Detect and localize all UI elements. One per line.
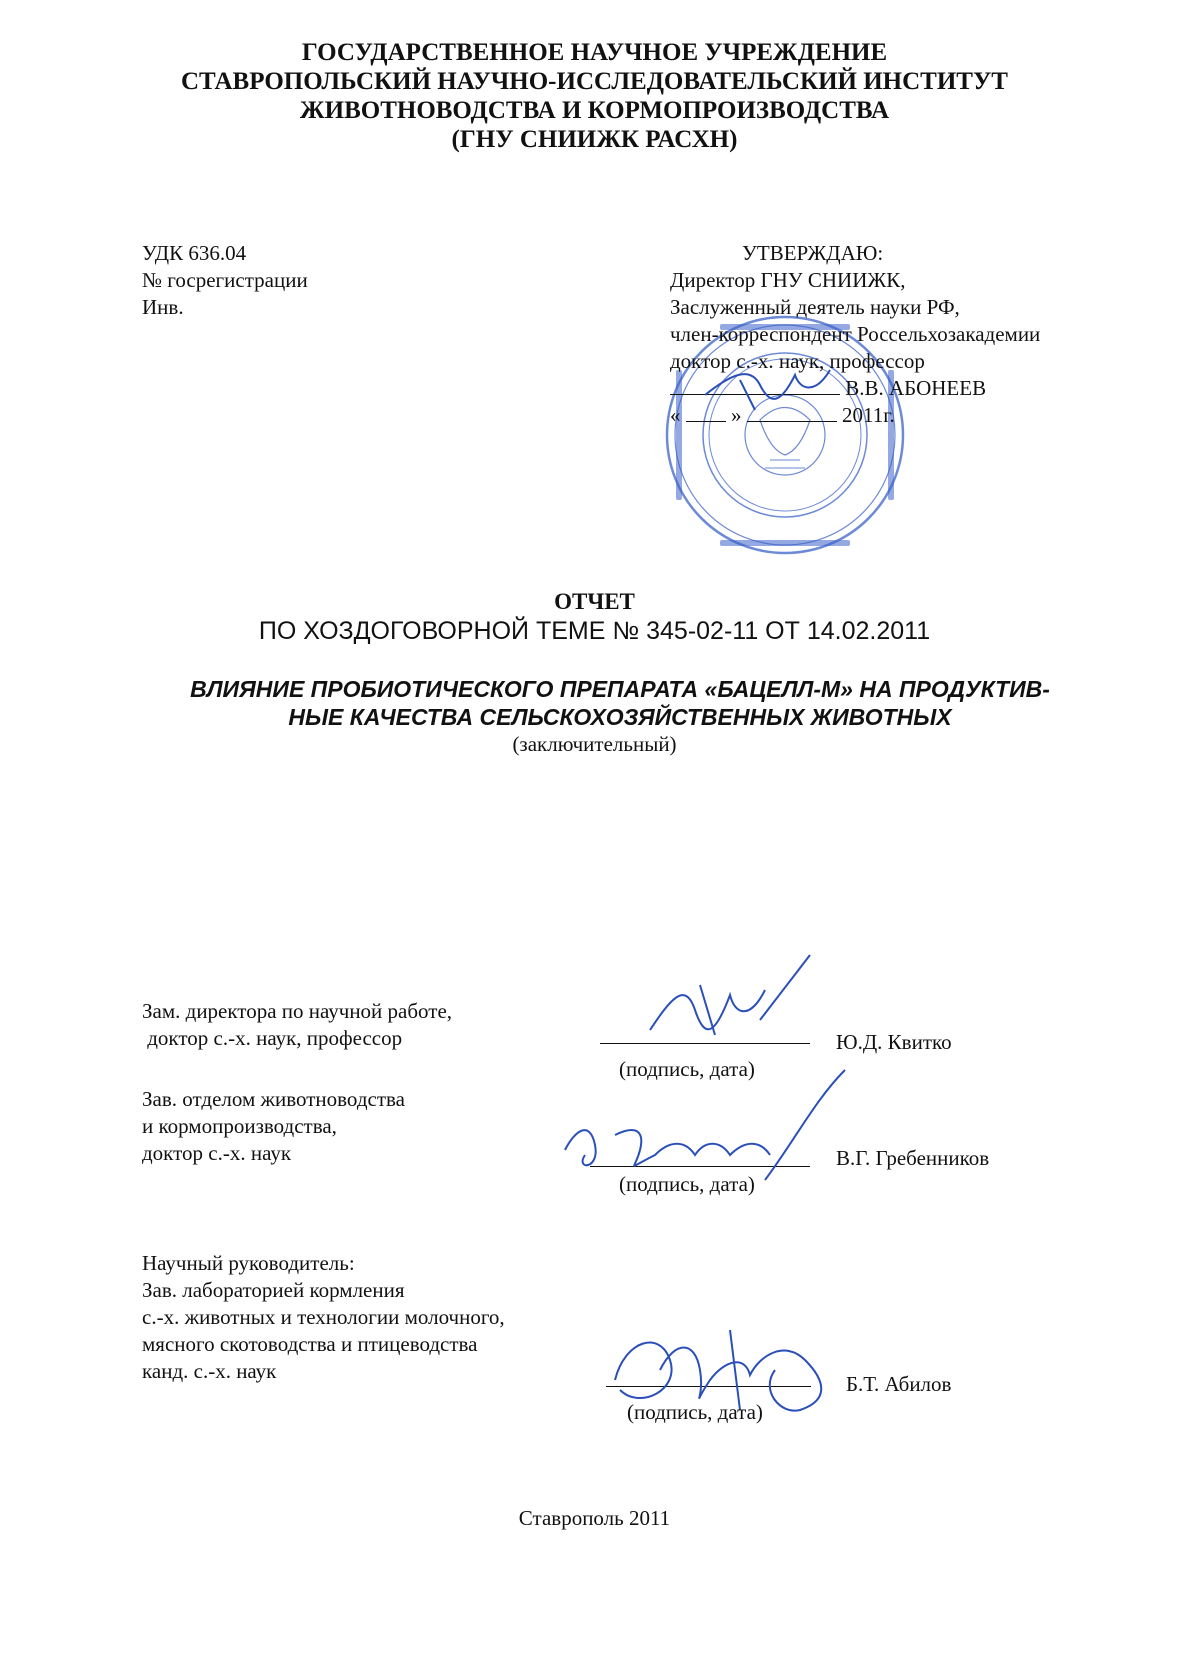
topic-line-2: НЫЕ КАЧЕСТВА СЕЛЬСКОХОЗЯЙСТВЕННЫХ ЖИВОТНЫХ [288,704,952,730]
signatory-2-caption: (подпись, дата) [619,1172,755,1196]
report-topic [140,675,1100,731]
director-signature [700,355,860,415]
signatory-1-role-line-2: доктор с.-х. наук, профессор [142,1026,403,1050]
approval-line-1: Директор ГНУ СНИИЖК, [670,268,906,292]
approval-title: УТВЕРЖДАЮ: [742,241,884,265]
signatory-2-role-line-1: Зав. отделом животноводства [142,1087,405,1111]
signatory-3-role-line-1: Научный руководитель: [142,1251,355,1275]
state-registration: № госрегистрации [142,268,308,292]
signatory-1-role [142,998,452,1052]
signatory-2-role-line-2: и кормопроизводства, [142,1114,337,1138]
signatory-2-name: В.Г. Гребенников [836,1146,990,1170]
topic-line-1: ВЛИЯНИЕ ПРОБИОТИЧЕСКОГО ПРЕПАРАТА «БАЦЕЛЛ-М» НА ПРОДУКТИВ- [190,676,1050,702]
inventory-number: Инв. [142,295,184,319]
approval-line-4: доктор с.-х. наук, профессор [670,349,925,373]
header-line-2: СТАВРОПОЛЬСКИЙ НАУЧНО-ИССЛЕДОВАТЕЛЬСКИЙ ИНСТИТУТ [181,68,1008,95]
udk-code: УДК 636.04 [142,241,247,265]
date-open-quote: « [670,403,681,427]
header-line-4: (ГНУ СНИИЖК РАСХН) [451,126,738,153]
report-kind: (заключительный) [512,732,677,756]
signatory-3-role [142,1250,505,1385]
director-name: В.В. АБОНЕЕВ [845,376,987,400]
report-title: ОТЧЕТ [554,589,635,614]
signatory-2-role-line-3: доктор с.-х. наук [142,1141,292,1165]
report-subtitle: ПО ХОЗДОГОВОРНОЙ ТЕМЕ № 345-02-11 ОТ 14.02.2011 [258,617,931,645]
signatory-3-role-line-4: мясного скотоводства и птицеводства [142,1332,478,1356]
signatory-3-role-line-3: с.-х. животных и технологии молочного, [142,1305,505,1329]
signatory-3-role-line-2: Зав. лабораторией кормления [142,1278,405,1302]
institution-header [0,38,1189,154]
signatory-1-name: Ю.Д. Квитко [836,1030,952,1054]
registration-meta [142,240,308,321]
city-year: Ставрополь 2011 [518,1506,671,1530]
signatory-2-role [142,1086,405,1167]
approval-line-3: член-корреспондент Россельхозакадемии [670,322,1041,346]
signatory-3-name: Б.Т. Абилов [846,1372,952,1396]
header-line-1: ГОСУДАРСТВЕННОЕ НАУЧНОЕ УЧРЕЖДЕНИЕ [301,39,888,66]
approval-line-2: Заслуженный деятель науки РФ, [670,295,960,319]
header-line-3: ЖИВОТНОВОДСТВА И КОРМОПРОИЗВОДСТВА [299,97,890,124]
signatory-3-caption: (подпись, дата) [627,1400,763,1424]
date-close-quote: » [731,403,742,427]
approval-year: 2011г. [842,403,895,427]
signatory-1-signature [640,950,820,1050]
signatory-1-caption: (подпись, дата) [619,1057,755,1081]
signatory-1-role-line-1: Зам. директора по научной работе, [142,999,453,1023]
signatory-3-role-line-5: канд. с.-х. наук [142,1359,277,1383]
